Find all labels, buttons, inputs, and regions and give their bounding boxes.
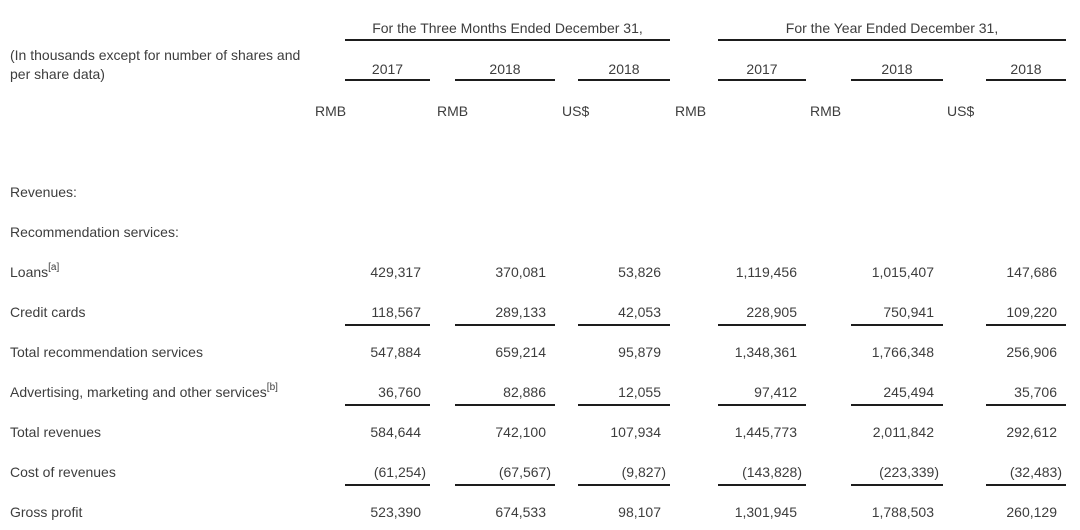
value-cell: 292,612 <box>1006 424 1057 440</box>
value-cell: 750,941 <box>851 304 943 326</box>
year-header: 2018 <box>986 61 1066 81</box>
value-cell: 523,390 <box>370 504 421 520</box>
value-cell: 260,129 <box>1006 504 1057 520</box>
value-cell: 147,686 <box>1006 264 1057 280</box>
value-cell: 1,445,773 <box>734 424 797 440</box>
value-cell: 1,301,945 <box>734 504 797 520</box>
year-header-row <box>0 61 1080 81</box>
value-cell: 53,826 <box>618 264 661 280</box>
units-note: (In thousands except for number of shares and per share data) <box>10 47 301 82</box>
value-cell: 742,100 <box>495 424 546 440</box>
row-label-text: Credit cards <box>10 304 86 320</box>
value-cell <box>345 224 430 240</box>
value-cell: 35,706 <box>986 384 1066 406</box>
value-cell: 42,053 <box>578 304 670 326</box>
row-label <box>0 264 345 280</box>
value-cell <box>578 224 670 240</box>
row-label-text: Advertising, marketing and other services <box>10 384 267 400</box>
value-cell: 659,214 <box>495 344 546 360</box>
value-cell: 118,567 <box>345 304 430 326</box>
row-label-text: Loans <box>10 264 49 280</box>
value-cell: (223,339) <box>851 464 943 486</box>
value-cell: (61,254) <box>345 464 430 486</box>
row-label-text: Recommendation services: <box>10 224 179 240</box>
table-row <box>0 504 1080 520</box>
value-cell: (67,567) <box>455 464 555 486</box>
value-cell: 547,884 <box>370 344 421 360</box>
table-row <box>0 264 1080 280</box>
value-cell: 82,886 <box>455 384 555 406</box>
value-cell: 12,055 <box>578 384 670 406</box>
value-cell: 228,905 <box>718 304 806 326</box>
row-label <box>0 464 345 486</box>
value-cell <box>986 224 1066 240</box>
footnote-marker: [a] <box>48 262 60 274</box>
table-row <box>0 464 1080 486</box>
value-cell: 98,107 <box>618 504 661 520</box>
value-cell: 1,348,361 <box>734 344 797 360</box>
value-cell: 2,011,842 <box>872 424 934 440</box>
row-label <box>0 304 345 326</box>
value-cell <box>851 224 943 240</box>
col-group-three-months-header: For the Three Months Ended December 31, <box>345 20 670 41</box>
value-cell: 1,766,348 <box>871 344 934 360</box>
row-label-text: Revenues: <box>10 184 77 200</box>
value-cell: 107,934 <box>610 424 661 440</box>
value-cell: 674,533 <box>495 504 546 520</box>
row-label <box>0 504 345 520</box>
table-row <box>0 224 1080 240</box>
currency-header: RMB <box>315 103 347 119</box>
value-cell: 584,644 <box>370 424 421 440</box>
year-header: 2018 <box>578 61 670 81</box>
currency-header: US$ <box>947 103 975 119</box>
row-label <box>0 384 345 406</box>
value-cell <box>455 184 555 200</box>
row-label <box>0 224 345 240</box>
table-row <box>0 344 1080 360</box>
col-group-year-header: For the Year Ended December 31, <box>718 20 1066 41</box>
table-row <box>0 424 1080 440</box>
value-cell: (32,483) <box>986 464 1066 486</box>
table-row <box>0 184 1080 200</box>
value-cell <box>455 224 555 240</box>
value-cell: 1,015,407 <box>871 264 934 280</box>
value-cell: 429,317 <box>370 264 421 280</box>
value-cell <box>986 184 1066 200</box>
currency-header: US$ <box>562 103 590 119</box>
value-cell: (143,828) <box>718 464 806 486</box>
row-label-text: Total revenues <box>10 424 102 440</box>
row-label <box>0 184 345 200</box>
column-group-header-row <box>0 20 1080 41</box>
value-cell: 36,760 <box>345 384 430 406</box>
currency-header: RMB <box>810 103 842 119</box>
currency-header: RMB <box>437 103 469 119</box>
value-cell: 245,494 <box>851 384 943 406</box>
value-cell: 370,081 <box>495 264 546 280</box>
value-cell: 95,879 <box>618 344 661 360</box>
value-cell: 109,220 <box>986 304 1066 326</box>
table-row <box>0 304 1080 326</box>
table-row <box>0 384 1080 406</box>
value-cell: 256,906 <box>1006 344 1057 360</box>
currency-header: RMB <box>675 103 707 119</box>
value-cell: (9,827) <box>578 464 670 486</box>
value-cell <box>718 224 806 240</box>
row-label-text: Total recommendation services <box>10 344 203 360</box>
value-cell <box>345 184 430 200</box>
year-header: 2018 <box>455 61 555 81</box>
row-label-text: Gross profit <box>10 504 83 520</box>
footnote-marker: [b] <box>266 382 278 394</box>
row-label <box>0 424 345 440</box>
value-cell <box>851 184 943 200</box>
value-cell <box>718 184 806 200</box>
year-header: 2017 <box>718 61 806 81</box>
row-label-text: Cost of revenues <box>10 464 116 480</box>
year-header: 2018 <box>851 61 943 81</box>
row-label <box>0 344 345 360</box>
value-cell <box>578 184 670 200</box>
value-cell: 1,788,503 <box>871 504 934 520</box>
value-cell: 289,133 <box>455 304 555 326</box>
value-cell: 1,119,456 <box>735 264 797 280</box>
value-cell: 97,412 <box>718 384 806 406</box>
year-header: 2017 <box>345 61 430 81</box>
